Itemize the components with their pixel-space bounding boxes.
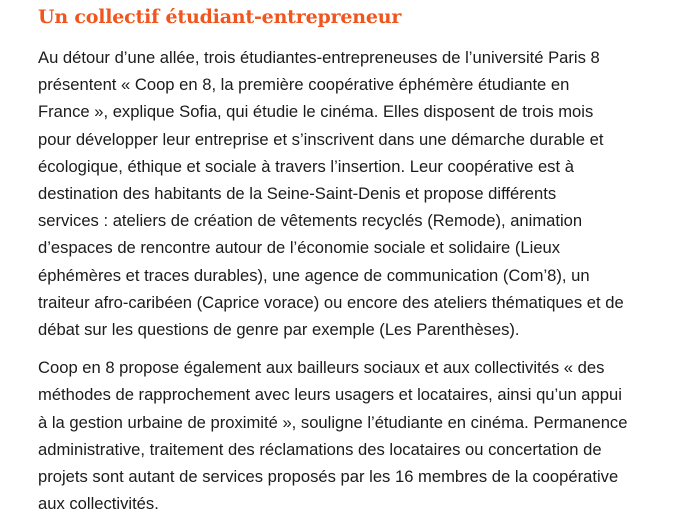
text-line: méthodes de rapprochement avec leurs usagers et locataires, ainsi qu’un appui [38,385,622,405]
article [38,4,688,517]
text-line: pour développer leur entreprise et s’inscrivent dans une démarche durable et [38,129,604,149]
text-line: présentent « Coop en 8, la première coopérative éphémère étudiante en [38,75,570,95]
text-line: administrative, traitement des réclamations des locataires ou concertation de [38,439,602,459]
text-line: écologique, éthique et sociale à travers l’insertion. Leur coopérative est à [38,156,574,176]
text-line: éphémères et traces durables), une agence de communication (Com’8), un [38,265,590,285]
section-heading: Un collectif étudiant-entrepreneur [38,6,402,28]
text-line: Au détour d’une allée, trois étudiantes-entrepreneuses de l’université Paris 8 [38,48,600,67]
paragraph-1 [38,44,688,343]
text-line: destination des habitants de la Seine-Saint-Denis et propose différents [38,184,557,204]
text-line: services : ateliers de création de vêtements recyclés (Remode), animation [38,211,583,231]
text-line: France », explique Sofia, qui étudie le cinéma. Elles disposent de trois mois [38,102,594,122]
text-line: Coop en 8 propose également aux bailleurs sociaux et aux collectivités « des [38,358,605,378]
text-line: débat sur les questions de genre par exemple (Les Parenthèses). [38,320,520,340]
text-line: projets sont autant de services proposés par les 16 membres de la coopérative [38,467,619,487]
text-line: d’espaces de rencontre autour de l’économie sociale et solidaire (Lieux [38,238,561,258]
text-line: aux collectivités. [38,494,159,514]
text-line: traiteur afro-caribéen (Caprice vorace) ou encore des ateliers thématiques et de [38,292,624,312]
text-line: à la gestion urbaine de proximité », souligne l’étudiante en cinéma. Permanence [38,412,628,432]
paragraph-2 [38,354,688,517]
